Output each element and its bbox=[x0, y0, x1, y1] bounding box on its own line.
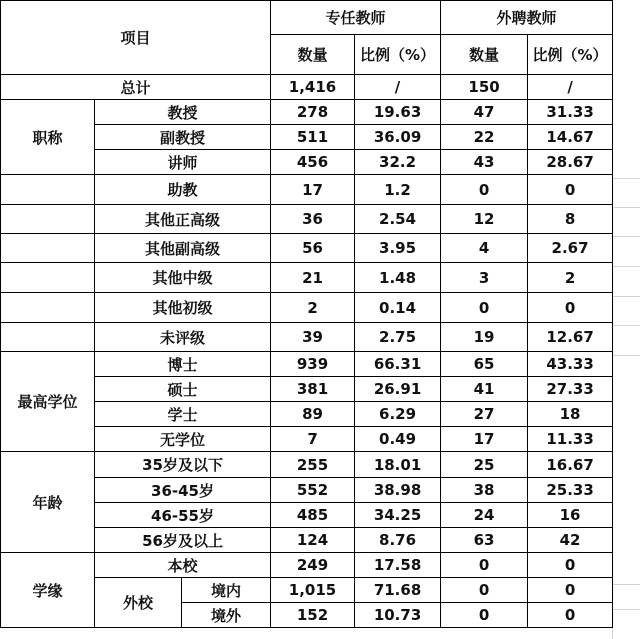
pt-ratio[interactable]: 12.67 bbox=[528, 323, 613, 352]
header-parttime[interactable]: 外聘教师 bbox=[441, 1, 613, 35]
ft-count[interactable]: 278 bbox=[271, 100, 355, 125]
ft-count[interactable]: 456 bbox=[271, 150, 355, 175]
row-label[interactable]: 讲师 bbox=[95, 150, 271, 175]
total-ft-count[interactable]: 1,416 bbox=[271, 75, 355, 100]
header-fulltime[interactable]: 专任教师 bbox=[271, 1, 441, 35]
ft-ratio[interactable]: 66.31 bbox=[355, 352, 441, 377]
row-label[interactable]: 35岁及以下 bbox=[95, 452, 271, 478]
ft-count[interactable]: 17 bbox=[271, 175, 355, 205]
ft-ratio[interactable]: 10.73 bbox=[355, 603, 441, 628]
pt-ratio[interactable]: 0 bbox=[528, 578, 613, 603]
blank-cell[interactable] bbox=[1, 234, 95, 263]
pt-ratio[interactable]: 11.33 bbox=[528, 427, 613, 452]
pt-count[interactable]: 17 bbox=[441, 427, 528, 452]
pt-ratio[interactable]: 0 bbox=[528, 175, 613, 205]
blank-cell[interactable] bbox=[1, 263, 95, 293]
ft-ratio[interactable]: 3.95 bbox=[355, 234, 441, 263]
pt-ratio[interactable]: 18 bbox=[528, 402, 613, 427]
pt-count[interactable]: 43 bbox=[441, 150, 528, 175]
ft-count[interactable]: 939 bbox=[271, 352, 355, 377]
ft-count[interactable]: 511 bbox=[271, 125, 355, 150]
ft-ratio[interactable]: 8.76 bbox=[355, 528, 441, 553]
total-pt-count[interactable]: 150 bbox=[441, 75, 528, 100]
blank-cell[interactable] bbox=[1, 323, 95, 352]
pt-ratio[interactable]: 16 bbox=[528, 503, 613, 528]
ft-count[interactable]: 39 bbox=[271, 323, 355, 352]
ft-count[interactable]: 552 bbox=[271, 478, 355, 503]
pt-ratio[interactable]: 0 bbox=[528, 603, 613, 628]
pt-count[interactable]: 0 bbox=[441, 175, 528, 205]
ft-ratio[interactable]: 32.2 bbox=[355, 150, 441, 175]
ft-count[interactable]: 381 bbox=[271, 377, 355, 402]
pt-ratio[interactable]: 42 bbox=[528, 528, 613, 553]
pt-count[interactable]: 25 bbox=[441, 452, 528, 478]
row-label[interactable]: 副教授 bbox=[95, 125, 271, 150]
section-origin-label[interactable]: 学缘 bbox=[1, 553, 95, 628]
pt-ratio[interactable]: 0 bbox=[528, 293, 613, 323]
ft-ratio[interactable]: 36.09 bbox=[355, 125, 441, 150]
blank-cell[interactable] bbox=[1, 293, 95, 323]
ft-ratio[interactable]: 26.91 bbox=[355, 377, 441, 402]
row-label[interactable]: 博士 bbox=[95, 352, 271, 377]
pt-ratio[interactable]: 27.33 bbox=[528, 377, 613, 402]
pt-ratio[interactable]: 14.67 bbox=[528, 125, 613, 150]
ft-ratio[interactable]: 0.49 bbox=[355, 427, 441, 452]
ft-count[interactable]: 1,015 bbox=[271, 578, 355, 603]
ft-count[interactable]: 56 bbox=[271, 234, 355, 263]
ft-count[interactable]: 21 bbox=[271, 263, 355, 293]
ft-ratio[interactable]: 38.98 bbox=[355, 478, 441, 503]
ft-ratio[interactable]: 1.48 bbox=[355, 263, 441, 293]
ft-ratio[interactable]: 2.54 bbox=[355, 205, 441, 234]
pt-count[interactable]: 24 bbox=[441, 503, 528, 528]
ft-ratio[interactable]: 17.58 bbox=[355, 553, 441, 578]
pt-count[interactable]: 19 bbox=[441, 323, 528, 352]
pt-ratio[interactable]: 28.67 bbox=[528, 150, 613, 175]
row-label[interactable]: 境外 bbox=[182, 603, 271, 628]
ft-ratio[interactable]: 1.2 bbox=[355, 175, 441, 205]
external-label[interactable]: 外校 bbox=[95, 578, 182, 628]
pt-ratio[interactable]: 2.67 bbox=[528, 234, 613, 263]
row-label[interactable]: 本校 bbox=[95, 553, 271, 578]
total-ft-ratio[interactable]: / bbox=[355, 75, 441, 100]
pt-count[interactable]: 0 bbox=[441, 578, 528, 603]
pt-count[interactable]: 41 bbox=[441, 377, 528, 402]
ft-count[interactable]: 7 bbox=[271, 427, 355, 452]
pt-ratio[interactable]: 2 bbox=[528, 263, 613, 293]
ft-count[interactable]: 89 bbox=[271, 402, 355, 427]
pt-count[interactable]: 63 bbox=[441, 528, 528, 553]
header-item[interactable]: 项目 bbox=[1, 1, 271, 75]
pt-count[interactable]: 65 bbox=[441, 352, 528, 377]
row-label[interactable]: 其他初级 bbox=[95, 293, 271, 323]
pt-count[interactable]: 0 bbox=[441, 553, 528, 578]
row-label[interactable]: 学士 bbox=[95, 402, 271, 427]
ft-count[interactable]: 2 bbox=[271, 293, 355, 323]
pt-ratio[interactable]: 8 bbox=[528, 205, 613, 234]
row-label[interactable]: 硕士 bbox=[95, 377, 271, 402]
pt-ratio[interactable]: 16.67 bbox=[528, 452, 613, 478]
pt-count[interactable]: 3 bbox=[441, 263, 528, 293]
ft-count[interactable]: 124 bbox=[271, 528, 355, 553]
section-degree-label[interactable]: 最高学位 bbox=[1, 352, 95, 452]
header-pt-ratio[interactable]: 比例（%） bbox=[528, 35, 613, 75]
row-label[interactable]: 助教 bbox=[95, 175, 271, 205]
ft-ratio[interactable]: 0.14 bbox=[355, 293, 441, 323]
row-label[interactable]: 其他中级 bbox=[95, 263, 271, 293]
row-label[interactable]: 36-45岁 bbox=[95, 478, 271, 503]
ft-ratio[interactable]: 34.25 bbox=[355, 503, 441, 528]
ft-count[interactable]: 249 bbox=[271, 553, 355, 578]
section-age-label[interactable]: 年龄 bbox=[1, 452, 95, 553]
ft-ratio[interactable]: 6.29 bbox=[355, 402, 441, 427]
row-label[interactable]: 未评级 bbox=[95, 323, 271, 352]
ft-count[interactable]: 255 bbox=[271, 452, 355, 478]
total-label[interactable]: 总计 bbox=[1, 75, 271, 100]
pt-ratio[interactable]: 43.33 bbox=[528, 352, 613, 377]
pt-ratio[interactable]: 25.33 bbox=[528, 478, 613, 503]
row-label[interactable]: 46-55岁 bbox=[95, 503, 271, 528]
pt-count[interactable]: 22 bbox=[441, 125, 528, 150]
header-ft-ratio[interactable]: 比例（%） bbox=[355, 35, 441, 75]
ft-count[interactable]: 152 bbox=[271, 603, 355, 628]
ft-ratio[interactable]: 18.01 bbox=[355, 452, 441, 478]
total-pt-ratio[interactable]: / bbox=[528, 75, 613, 100]
row-label[interactable]: 无学位 bbox=[95, 427, 271, 452]
blank-cell[interactable] bbox=[1, 205, 95, 234]
ft-count[interactable]: 485 bbox=[271, 503, 355, 528]
row-label[interactable]: 教授 bbox=[95, 100, 271, 125]
pt-count[interactable]: 47 bbox=[441, 100, 528, 125]
row-label[interactable]: 56岁及以上 bbox=[95, 528, 271, 553]
row-label[interactable]: 境内 bbox=[182, 578, 271, 603]
pt-count[interactable]: 0 bbox=[441, 293, 528, 323]
blank-cell[interactable] bbox=[1, 175, 95, 205]
row-label[interactable]: 其他副高级 bbox=[95, 234, 271, 263]
pt-count[interactable]: 4 bbox=[441, 234, 528, 263]
pt-count[interactable]: 27 bbox=[441, 402, 528, 427]
ft-ratio[interactable]: 19.63 bbox=[355, 100, 441, 125]
section-title-label[interactable]: 职称 bbox=[1, 100, 95, 175]
pt-count[interactable]: 12 bbox=[441, 205, 528, 234]
row-label[interactable]: 其他正高级 bbox=[95, 205, 271, 234]
ft-ratio[interactable]: 2.75 bbox=[355, 323, 441, 352]
pt-count[interactable]: 0 bbox=[441, 603, 528, 628]
pt-ratio[interactable]: 0 bbox=[528, 553, 613, 578]
header-ft-count[interactable]: 数量 bbox=[271, 35, 355, 75]
ft-count[interactable]: 36 bbox=[271, 205, 355, 234]
ft-ratio[interactable]: 71.68 bbox=[355, 578, 441, 603]
pt-ratio[interactable]: 31.33 bbox=[528, 100, 613, 125]
pt-count[interactable]: 38 bbox=[441, 478, 528, 503]
header-pt-count[interactable]: 数量 bbox=[441, 35, 528, 75]
